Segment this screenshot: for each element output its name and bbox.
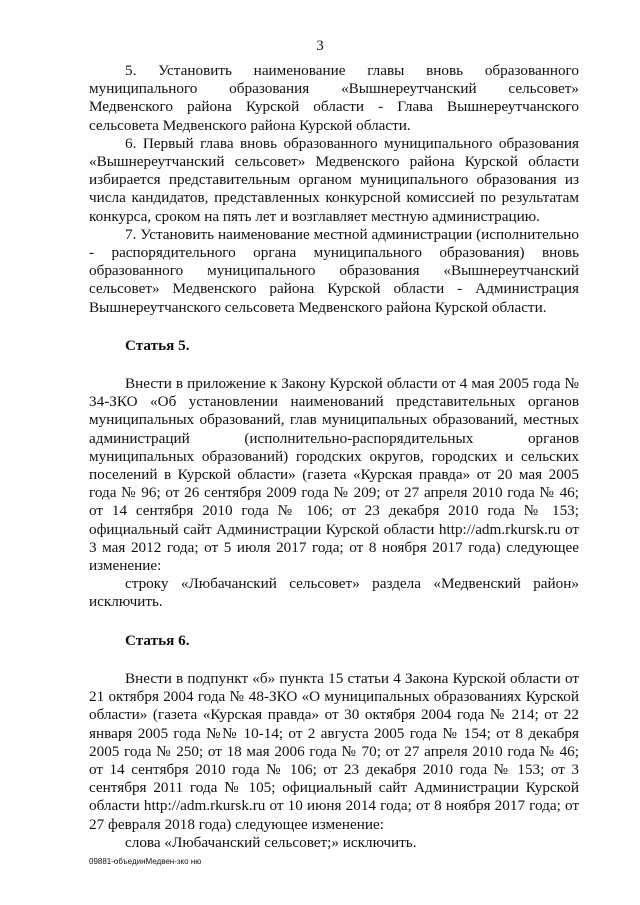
article-6-heading: Статья 6. (125, 631, 190, 649)
article-5-text: Внести в приложение к Закону Курской области от 4 мая 2005 года № 34-ЗКО «Об установлении наименований представительных органов муниципальных образований, глав муниципальных образований, местных администраций (исполнительно-распорядительных органов муниципальных образований) городских округов, городских и сельских поселений в Курской области» (газета «Курская правда» от 20 мая 2005 года № 96; от 26 сентября 2009 года № 209; от 27 апреля 2010 года № 46; от 14 сентября 2010 года № 106; от 23 декабря 2010 года № 153; официальный сайт Администрации Курской области http://adm.rkursk.ru от 3 мая 2012 года; от 5 июля 2017 года; от 8 ноября 2017 года) следующее изменение: (89, 375, 579, 575)
paragraph-5: 5. Установить наименование главы вновь образованного муниципального образования «Вышнереутчанский сельсовет» Медвенского района Курской области - Глава Вышнереутчанского сельсовета Медвенского района Курской области. (89, 62, 579, 134)
article-5-change: строку «Любачанский сельсовет» раздела «Медвенский район» исключить. (89, 575, 579, 611)
paragraph-6: 6. Первый глава вновь образованного муниципального образования «Вышнереутчанский сельсовет» Медвенского района Курской области избирается представительным органом муниципального образования из числа кандидатов, представленных конкурсной комиссией по результатам конкурса, сроком на пять лет и возглавляет местную администрацию. (89, 134, 579, 225)
article-6-text: Внести в подпункт «б» пункта 15 статьи 4 Закона Курской области от 21 октября 2004 года № 48-ЗКО «О муниципальных образованиях Курской области» (газета «Курская правда» от 30 октября 2004 года № 214; от 22 января 2005 года №№ 10-14; от 2 августа 2005 года № 154; от 8 декабря 2005 года № 250; от 18 мая 2006 года № 70; от 27 апреля 2010 года № 46; от 14 сентября 2010 года № 106; от 23 декабря 2010 года № 153; от 3 сентября 2011 года № 105; официальный сайт Администрации Курской области http://adm.rkursk.ru от 10 июня 2014 года; от 8 ноября 2017 года; от 27 февраля 2018 года) следующее изменение: (89, 669, 579, 833)
article-6-change: слова «Любачанский сельсовет;» исключить. (125, 833, 417, 851)
document-body (89, 62, 579, 852)
footer-filename: 09881-объединМедвен-зко ню (89, 857, 202, 866)
page-number: 3 (316, 38, 324, 54)
article-5-heading: Статья 5. (125, 336, 190, 354)
paragraph-7: 7. Установить наименование местной администрации (исполнительно - распорядительного органа муниципального образования) вновь образованного муниципального образования «Вышнереутчанский сельсовет» Медвенского района Курской области - Администрация Вышнереутчанского сельсовета Медвенского района Курской области. (89, 225, 579, 316)
